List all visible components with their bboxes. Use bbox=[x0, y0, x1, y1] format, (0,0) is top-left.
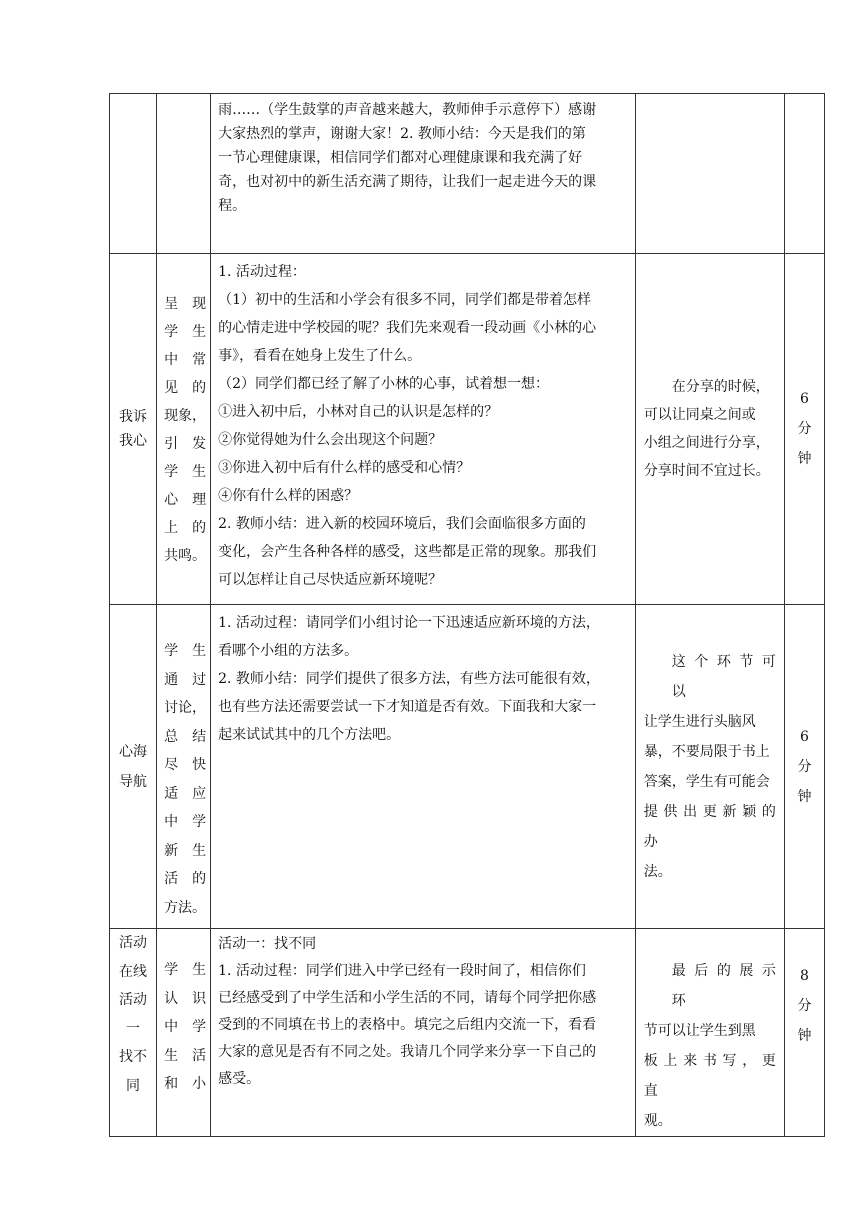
process-line: ②你觉得她为什么会出现这个问题？ bbox=[218, 432, 443, 448]
process-line: 2. 教师小结：进入新的校园环境后，我们会面临很多方面的 bbox=[218, 516, 586, 532]
stage-label: 同 bbox=[126, 1077, 141, 1094]
tip-cell bbox=[635, 605, 784, 929]
goal-line: 心 理 bbox=[164, 492, 207, 508]
process-line: ①进入初中后，小林对自己的认识是怎样的？ bbox=[218, 404, 499, 420]
table-row bbox=[110, 929, 825, 1137]
process-line: 活动一：找不同 bbox=[218, 936, 317, 952]
process-line: 1. 活动过程：请同学们小组讨论一下迅速适应新环境的方法， bbox=[218, 615, 600, 631]
tip-line: 板 上 来 书 写 ， 更 直 bbox=[643, 1053, 776, 1099]
process-line: 1. 活动过程：同学们进入中学已经有一段时间了，相信你们 bbox=[218, 963, 586, 979]
stage-cell bbox=[110, 94, 157, 254]
process-line: 程。 bbox=[218, 198, 247, 214]
goal-line: 新 生 bbox=[164, 842, 207, 859]
tip-line: 让学生进行头脑风 bbox=[643, 713, 756, 730]
tip-line: 节可以让学生到黑 bbox=[643, 1023, 756, 1039]
process-cell bbox=[211, 929, 636, 1137]
process-line: 感受。 bbox=[218, 1071, 261, 1087]
process-cell bbox=[211, 605, 636, 929]
process-cell bbox=[211, 254, 636, 605]
time-unit: 钟 bbox=[797, 451, 812, 467]
goal-line: 引 发 bbox=[164, 436, 207, 452]
process-line: 也有些方法还需要尝试一下才知道是否有效。下面我和大家一 bbox=[218, 699, 597, 715]
goal-line: 认 识 bbox=[164, 990, 207, 1007]
goal-line: 和 小 bbox=[164, 1076, 207, 1092]
goal-line: 总 结 bbox=[164, 728, 207, 745]
goal-line: 适 应 bbox=[164, 785, 207, 802]
stage-label: 一 bbox=[126, 1020, 141, 1037]
table-row bbox=[110, 254, 825, 605]
time-cell bbox=[784, 605, 824, 929]
goal-line: 学 生 bbox=[164, 643, 207, 659]
goal-line: 尽 快 bbox=[164, 757, 207, 773]
process-line: 受到的不同填在书上的表格中。填完之后组内交流一下，看看 bbox=[218, 1017, 597, 1033]
goal-line: 呈 现 bbox=[164, 296, 207, 312]
goal-line: 通 过 bbox=[164, 671, 207, 688]
process-line: 的心情走进中学校园的呢？我们先来观看一段动画《小林的心 bbox=[218, 320, 597, 336]
stage-cell bbox=[110, 605, 157, 929]
stage-label: 活动 bbox=[119, 992, 148, 1008]
goal-cell bbox=[157, 94, 211, 254]
time-unit: 钟 bbox=[797, 1028, 812, 1044]
tip-line: 可以让同桌之间或 bbox=[643, 407, 756, 423]
time-unit: 分 bbox=[797, 998, 812, 1014]
process-line: （1）初中的生活和小学会有很多不同，同学们都是带着怎样 bbox=[218, 292, 592, 308]
time-cell bbox=[784, 254, 824, 605]
goal-line: 现象， bbox=[164, 408, 207, 424]
stage-label: 找不 bbox=[119, 1049, 148, 1065]
tip-cell bbox=[635, 254, 784, 605]
tip-line: 在分享的时候， bbox=[671, 379, 770, 395]
table-row bbox=[110, 605, 825, 929]
time-cell bbox=[784, 929, 824, 1137]
tip-cell bbox=[635, 94, 784, 254]
tip-line: 小组之间进行分享， bbox=[643, 435, 770, 451]
process-line: 雨……（学生鼓掌的声音越来越大，教师伸手示意停下）感谢 bbox=[218, 102, 597, 118]
process-line: 变化，会产生各种各样的感受，这些都是正常的现象。那我们 bbox=[218, 544, 597, 560]
stage-label: 心海 bbox=[119, 743, 148, 760]
tip-line: 法。 bbox=[643, 863, 672, 880]
time-unit: 钟 bbox=[797, 788, 812, 805]
process-line: （2）同学们都已经了解了小林的心事，试着想一想： bbox=[218, 376, 550, 392]
tip-line: 观。 bbox=[643, 1113, 672, 1129]
goal-line: 讨论， bbox=[164, 700, 207, 716]
time-value: 6 bbox=[800, 391, 809, 407]
lesson-plan-table bbox=[109, 93, 825, 1137]
goal-line: 学 生 bbox=[164, 324, 207, 340]
process-line: 大家的意见是否有不同之处。我请几个同学来分享一下自己的 bbox=[218, 1044, 597, 1060]
process-line: 一节心理健康课，相信同学们都对心理健康课和我充满了好 bbox=[218, 150, 583, 166]
table-row bbox=[110, 94, 825, 254]
goal-cell bbox=[157, 929, 211, 1137]
goal-cell bbox=[157, 254, 211, 605]
process-line: 看哪个小组的方法多。 bbox=[218, 643, 359, 659]
goal-line: 学 生 bbox=[164, 962, 207, 978]
stage-label: 导航 bbox=[119, 773, 148, 790]
goal-line: 中 学 bbox=[164, 1019, 207, 1035]
goal-line: 学 生 bbox=[164, 464, 207, 480]
time-cell bbox=[784, 94, 824, 254]
tip-line: 分享时间不宜过长。 bbox=[643, 463, 770, 479]
goal-line: 中 常 bbox=[164, 352, 207, 368]
process-line: ③你进入初中后有什么样的感受和心情？ bbox=[218, 460, 471, 476]
process-line: ④你有什么样的困惑？ bbox=[218, 488, 359, 504]
tip-line: 提 供 出 更 新 颖 的 办 bbox=[643, 803, 776, 850]
tip-line: 暴，不要局限于书上 bbox=[643, 743, 770, 760]
goal-line: 见 的 bbox=[164, 380, 207, 396]
process-cell bbox=[211, 94, 636, 254]
process-line: 奇，也对初中的新生活充满了期待，让我们一起走进今天的课 bbox=[218, 174, 597, 190]
process-line: 已经感受到了中学生活和小学生活的不同，请每个同学把你感 bbox=[218, 990, 597, 1006]
stage-label: 在线 bbox=[119, 963, 148, 980]
time-unit: 分 bbox=[797, 421, 812, 437]
stage-label: 我心 bbox=[119, 433, 148, 449]
goal-line: 中 学 bbox=[164, 814, 207, 830]
goal-cell bbox=[157, 605, 211, 929]
tip-cell bbox=[635, 929, 784, 1137]
time-value: 8 bbox=[800, 968, 809, 984]
process-line: 大家热烈的掌声，谢谢大家！2. 教师小结：今天是我们的第 bbox=[218, 126, 586, 142]
process-line: 1. 活动过程： bbox=[218, 264, 306, 280]
stage-label: 我诉 bbox=[119, 409, 148, 425]
goal-line: 活 的 bbox=[164, 871, 207, 887]
process-line: 事》，看看在她身上发生了什么。 bbox=[218, 348, 422, 364]
goal-line: 方法。 bbox=[164, 899, 207, 916]
tip-line: 答案，学生有可能会 bbox=[643, 773, 770, 790]
time-unit: 分 bbox=[797, 758, 812, 775]
time-value: 6 bbox=[800, 728, 809, 745]
process-line: 2. 教师小结：同学们提供了很多方法，有些方法可能很有效， bbox=[218, 671, 600, 687]
stage-label: 活动 bbox=[119, 935, 148, 951]
process-line: 可以怎样让自己尽快适应新环境呢？ bbox=[218, 572, 443, 588]
stage-cell bbox=[110, 929, 157, 1137]
tip-line: 这 个 环 节 可 以 bbox=[671, 653, 776, 700]
goal-line: 共鸣。 bbox=[164, 548, 207, 564]
goal-line: 生 活 bbox=[164, 1047, 207, 1064]
goal-line: 上 的 bbox=[164, 520, 207, 536]
tip-line: 最 后 的 展 示 环 bbox=[671, 963, 776, 1009]
process-line: 起来试试其中的几个方法吧。 bbox=[218, 727, 401, 743]
stage-cell bbox=[110, 254, 157, 605]
